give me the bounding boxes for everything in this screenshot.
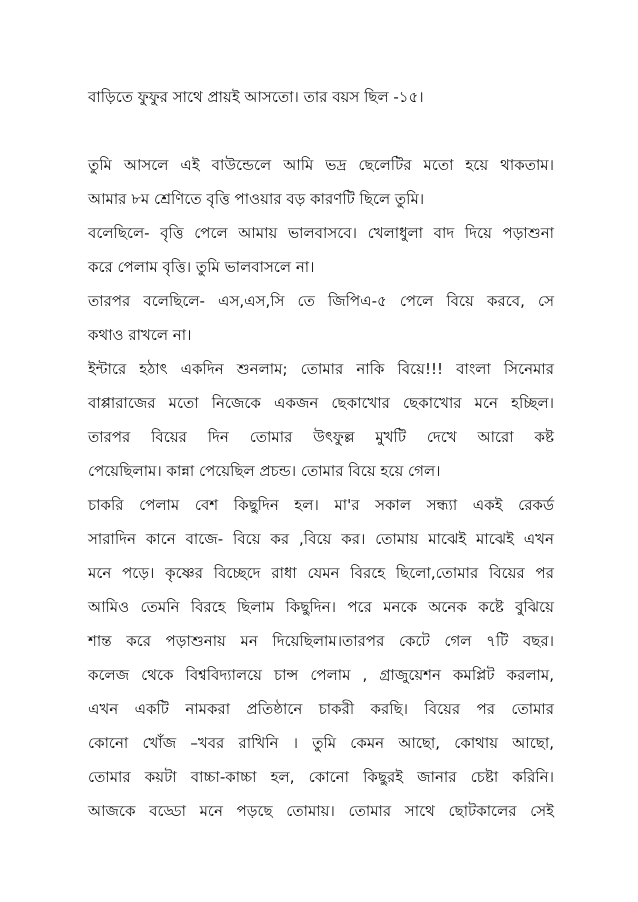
text-line: তুমি আসলে এই বাউন্ডেলে আমি ভদ্র ছেলেটির মতো হয়ে থাকতাম। (88, 156, 554, 174)
text-line: শান্ত করে পড়াশুনায় মন দিয়েছিলাম।তারপর কেটে গেল ৭টি বছর। (88, 632, 554, 650)
text-line: আমিও তেমনি বিরহে ছিলাম কিছুদিন। পরে মনকে অনেক কষ্টে বুঝিয়ে (88, 598, 554, 616)
text-line: কলেজ থেকে বিশ্ববিদ্যালয়ে চান্স পেলাম , গ্রাজুয়েশন কমপ্লিট করলাম, (88, 666, 554, 684)
text-line: কথাও রাখলে না। (88, 326, 192, 344)
text-line: আমার ৮ম শ্রেণিতে বৃত্তি পাওয়ার বড় কারণটি ছিলে তুমি। (88, 190, 425, 208)
text-line: মনে পড়ে। কৃষ্ণের বিচ্ছেদে রাধা যেমন বিরহে ছিলো,তোমার বিয়ের পর (88, 564, 554, 582)
text-line: ইন্টারে হঠাৎ একদিন শুনলাম; তোমার নাকি বিয়ে!!! বাংলা সিনেমার (88, 360, 554, 378)
text-line: পেয়েছিলাম। কান্না পেয়েছিল প্রচন্ড। তোমার বিয়ে হয়ে গেল। (88, 462, 441, 480)
text-line: আজকে বড্ডো মনে পড়ছে তোমায়। তোমার সাথে ছোটকালের সেই (88, 802, 554, 820)
text-line: চাকরি পেলাম বেশ কিছুদিন হল। মা'র সকাল সন্ধ্যা একই রেকর্ড (88, 496, 554, 514)
text-line: করে পেলাম বৃত্তি। তুমি ভালবাসলে না। (88, 258, 315, 276)
text-line: সারাদিন কানে বাজে- বিয়ে কর ,বিয়ে কর। তোমায় মাঝেই মাঝেই এখন (88, 530, 554, 548)
text-line: বলেছিলে- বৃত্তি পেলে আমায় ভালবাসবে। খেলাধুলা বাদ দিয়ে পড়াশুনা (88, 224, 554, 242)
text-line: এখন একটি নামকরা প্রতিষ্ঠানে চাকরী করছি। বিয়ের পর তোমার (88, 700, 554, 718)
text-line: বাড়িতে ফুফুর সাথে প্রায়ই আসতো। তার বয়স ছিল -১৫। (88, 88, 424, 106)
text-line: বাপ্পারাজের মতো নিজেকে একজন ছেকাখোর ছেকাখোর মনে হচ্ছিল। (88, 394, 554, 412)
text-line: তারপর বিয়ের দিন তোমার উৎফুল্ল মুখটি দেখে আরো কষ্ট (88, 428, 554, 446)
text-line: তোমার কয়টা বাচ্চা-কাচ্চা হল, কোনো কিছুরই জানার চেষ্টা করিনি। (88, 768, 554, 786)
opening-paragraph (88, 80, 554, 114)
text-line: কোনো খোঁজ –খবর রাখিনি । তুমি কেমন আছো, কোথায় আছো, (88, 734, 554, 752)
main-paragraph (88, 148, 554, 828)
text-line: তারপর বলেছিলে- এস,এস,সি তে জিপিএ-৫ পেলে বিয়ে করবে, সে (88, 292, 554, 310)
